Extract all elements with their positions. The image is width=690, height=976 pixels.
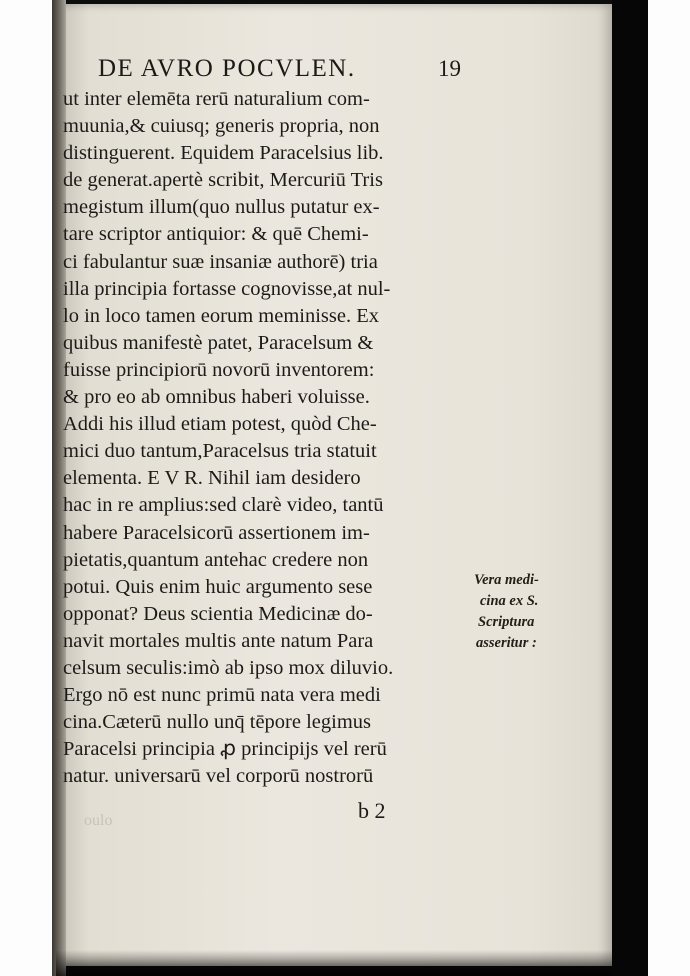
marginal-note-line: Scriptura bbox=[478, 614, 535, 630]
text-line: ut inter elemēta rerū naturalium com- bbox=[63, 88, 370, 110]
text-line: habere Paracelsicorū assertionem im- bbox=[63, 521, 370, 544]
page-number: 19 bbox=[438, 56, 461, 81]
signature-mark: b 2 bbox=[358, 798, 386, 823]
text-line: celsum seculis:imò ab ipso mox diluvio. bbox=[63, 656, 394, 679]
text-line: Paracelsi principia ꝓ principijs vel rerū bbox=[63, 738, 387, 761]
text-line: tare scriptor antiquior: & quē Chemi- bbox=[63, 223, 369, 246]
text-line: ci fabulantur suæ insaniæ authorē) tria bbox=[63, 250, 378, 273]
text-line: potui. Quis enim huic argumento sese bbox=[63, 575, 373, 598]
marginal-note bbox=[474, 570, 594, 654]
page-bottom-shadow bbox=[56, 950, 612, 976]
text-line: illa principia fortasse cognovisse,at nul- bbox=[63, 277, 391, 300]
text-line: opponat? Deus scientia Medicinæ do- bbox=[63, 602, 373, 625]
main-text-block bbox=[63, 86, 483, 790]
text-line: Ergo nō est nunc primū nata vera medi bbox=[63, 684, 381, 707]
marginal-note-line: Vera medi- bbox=[474, 572, 539, 588]
text-line: elementa. E V R. Nihil iam desidero bbox=[63, 467, 361, 490]
text-line: navit mortales multis ante natum Para bbox=[63, 629, 374, 652]
text-line: distinguerent. Equidem Paracelsius lib. bbox=[63, 142, 384, 165]
text-line: Addi his illud etiam potest, quòd Che- bbox=[63, 413, 377, 436]
text-line: mici duo tantum,Paracelsus tria statuit bbox=[63, 440, 377, 463]
text-line: hac in re amplius:sed clarè video, tantū bbox=[63, 494, 384, 517]
text-line: quibus manifestè patet, Paracelsum & bbox=[63, 331, 374, 354]
text-line: pietatis,quantum antehac credere non bbox=[63, 548, 369, 571]
scan-right-margin bbox=[612, 0, 648, 976]
text-line: fuisse principiorū novorū inventorem: bbox=[63, 358, 375, 381]
text-line: muunia,& cuiusq; generis propria, non bbox=[63, 115, 380, 138]
text-line: megistum illum(quo nullus putatur ex- bbox=[63, 196, 380, 219]
text-line: de generat.apertè scribit, Mercuriū Tris bbox=[63, 169, 383, 192]
text-line: natur. universarū vel corporū nostrorū bbox=[63, 765, 374, 788]
marginal-note-line: cina ex S. bbox=[480, 593, 539, 609]
page-header bbox=[98, 54, 478, 90]
bleed-through-text: oulo bbox=[84, 812, 113, 829]
text-line: lo in loco tamen eorum meminisse. Ex bbox=[63, 304, 379, 327]
marginal-note-line: asseritur : bbox=[476, 635, 537, 651]
running-title: DE AVRO POCVLEN. bbox=[98, 55, 356, 82]
text-line: cina.Cæterū nullo unq̄ tēpore legimus bbox=[63, 711, 372, 734]
text-line: & pro eo ab omnibus haberi voluisse. bbox=[63, 386, 370, 409]
